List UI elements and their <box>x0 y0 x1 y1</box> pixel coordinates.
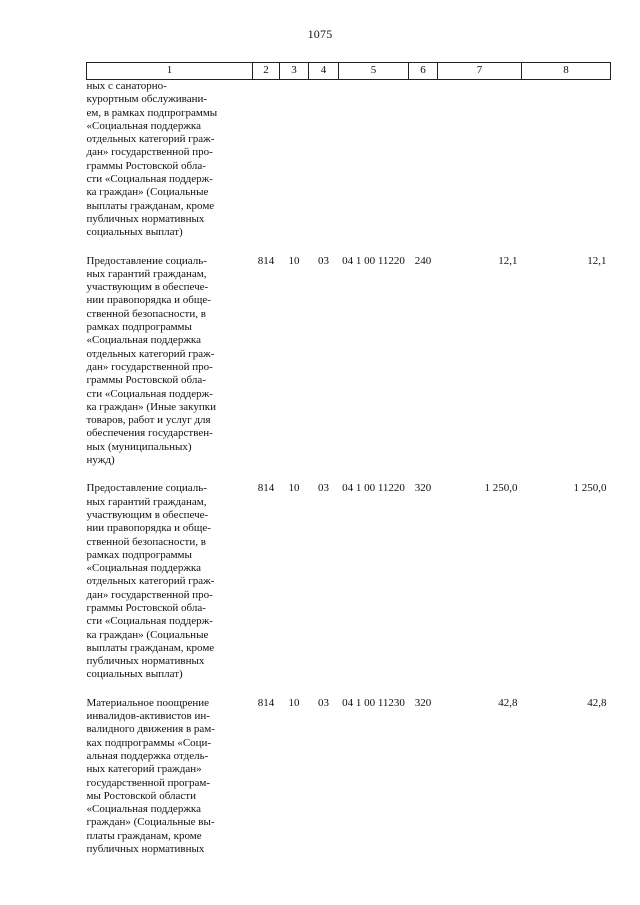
column-header: 5 <box>339 63 409 80</box>
section-code: 10 <box>288 254 300 267</box>
subsection-code: 03 <box>318 482 329 495</box>
budget-table <box>86 62 610 865</box>
table-row <box>87 691 611 866</box>
expense-type-code: 240 <box>414 254 432 267</box>
column-header: 2 <box>253 63 280 80</box>
expense-type-code <box>409 80 438 249</box>
page-number: 1075 <box>307 27 333 41</box>
column-header: 8 <box>522 63 611 80</box>
amount-2: 12,1 <box>587 254 607 267</box>
amount-2: 42,8 <box>587 696 607 709</box>
section-code: 10 <box>288 482 300 495</box>
subsection-code: 03 <box>318 696 329 709</box>
column-header: 6 <box>409 63 438 80</box>
row-description: Материальное поощрение инвалидов-активистов ин- валидного движения в рам- ках подпрограммы «Соци- альная поддержка отдель- ных категорий граждан» государственной програм- мы Ростовской области «Социальная поддержка граждан» (Социальные вы- платы гражданам, кроме публичных нормативных <box>86 696 215 856</box>
amount-2: 1 250,0 <box>573 482 607 495</box>
expense-type-code: 320 <box>414 482 432 495</box>
table-row <box>87 249 611 477</box>
table-row <box>87 476 611 690</box>
target-code <box>339 80 409 249</box>
subsection-code <box>309 80 339 249</box>
ministry-code: 814 <box>257 696 275 709</box>
section-code <box>280 80 309 249</box>
target-code: 04 1 00 11220 <box>342 254 405 267</box>
column-header: 3 <box>280 63 309 80</box>
target-code: 04 1 00 11230 <box>342 696 405 709</box>
expense-type-code: 320 <box>414 696 432 709</box>
amount-2 <box>522 80 611 249</box>
target-code: 04 1 00 11220 <box>342 482 405 495</box>
row-description: ных с санаторно- курортным обслуживани- ем, в рамках подпрограммы «Социальная поддержка отдельных категорий граж- дан» государственной про- граммы Ростовской обла- сти «Социальная поддерж- ка граждан» (Социальные выплаты гражданам, кроме публичных нормативных социальных выплат) <box>86 80 218 239</box>
amount-1: 12,1 <box>498 254 518 267</box>
column-header: 1 <box>87 63 253 80</box>
amount-1 <box>438 80 522 249</box>
column-header: 4 <box>309 63 339 80</box>
section-code: 10 <box>288 696 300 709</box>
row-description: Предоставление социаль- ных гарантий гражданам, участвующим в обеспече- нии правопорядка и обще- ственной безопасности, в рамках подпрограммы «Социальная поддержка отдельных категорий граж- дан» государственной про- граммы Ростовской обла- сти «Социальная поддерж- ка граждан» (Иные закупки товаров, работ и услуг для обеспечения государствен- ных (муниципальных) нужд) <box>86 254 216 467</box>
amount-1: 42,8 <box>498 696 518 709</box>
table-header-row <box>87 63 611 80</box>
row-description: Предоставление социаль- ных гарантий гражданам, участвующим в обеспече- нии правопорядка и обще- ственной безопасности, в рамках подпрограммы «Социальная поддержка отдельных категорий граж- дан» государственной про- граммы Ростовской обла- сти «Социальная поддерж- ка граждан» (Социальные выплаты гражданам, кроме публичных нормативных социальных выплат) <box>86 482 215 681</box>
table-row <box>87 80 611 249</box>
column-header: 7 <box>438 63 522 80</box>
ministry-code: 814 <box>257 482 275 495</box>
ministry-code: 814 <box>257 254 275 267</box>
amount-1: 1 250,0 <box>484 482 518 495</box>
ministry-code <box>253 80 280 249</box>
subsection-code: 03 <box>318 254 329 267</box>
budget-table-grid <box>86 62 611 865</box>
